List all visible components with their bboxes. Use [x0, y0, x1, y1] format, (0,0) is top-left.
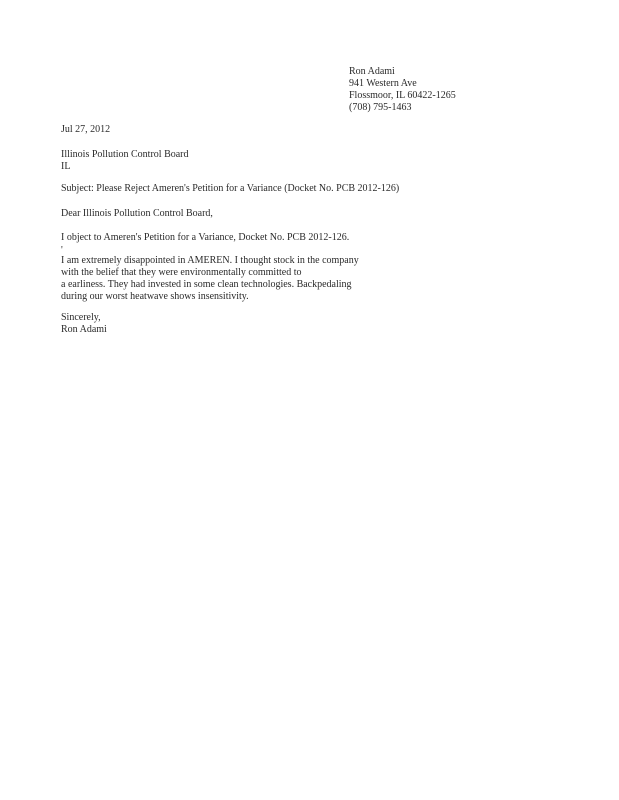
salutation: Dear Illinois Pollution Control Board, — [61, 208, 213, 219]
signature-name: Ron Adami — [61, 324, 107, 335]
stray-mark: ' — [61, 245, 63, 256]
body-line: with the belief that they were environmentally committed to — [61, 267, 302, 278]
body-paragraph — [61, 255, 359, 303]
sender-address-block — [349, 66, 456, 114]
sender-name: Ron Adami — [349, 66, 395, 77]
body-line: during our worst heatwave shows insensitivity. — [61, 291, 249, 302]
recipient-address-block — [61, 149, 189, 173]
sender-phone: (708) 795-1463 — [349, 102, 412, 113]
sender-city: Flossmoor, IL 60422-1265 — [349, 90, 456, 101]
recipient-name: Illinois Pollution Control Board — [61, 149, 189, 160]
valediction: Sincerely, — [61, 312, 101, 323]
body-line: I am extremely disappointed in AMEREN. I thought stock in the company — [61, 255, 359, 266]
recipient-line2: IL — [61, 161, 71, 172]
subject-line: Subject: Please Reject Ameren's Petition for a Variance (Docket No. PCB 2012-126) — [61, 183, 400, 194]
body-line: a earliness. They had invested in some clean technologies. Backpedaling — [61, 279, 352, 290]
objection-statement: I object to Ameren's Petition for a Variance, Docket No. PCB 2012-126. — [61, 232, 350, 243]
sender-street: 941 Western Ave — [349, 78, 417, 89]
closing-block — [61, 312, 107, 336]
letter-date: Jul 27, 2012 — [61, 124, 111, 135]
